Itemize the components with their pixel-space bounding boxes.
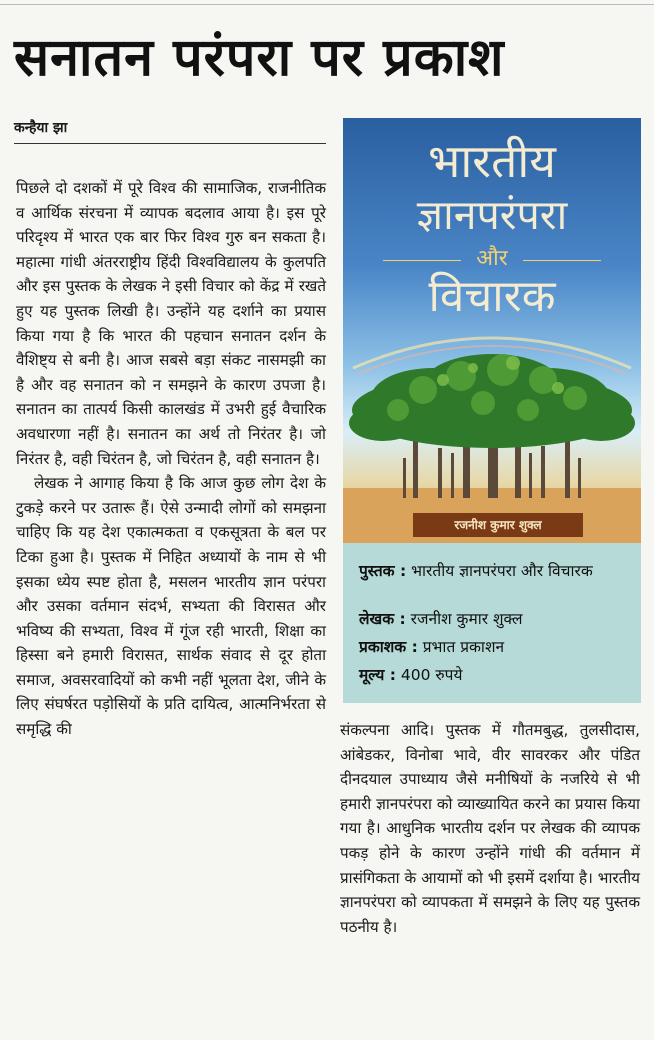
- cover-title-line: ज्ञानपरंपरा: [416, 191, 568, 239]
- cover-title-line: भारतीय: [428, 134, 556, 188]
- article-paragraph: संकल्पना आदि। पुस्तक में गौतमबुद्ध, तुलसीदास, आंबेडकर, विनोबा भावे, वीर सावरकर और पंडित दीनदयाल उपाध्याय जैसे मनीषियों के नजरिये से भी हमारी ज्ञानपरंपरा को व्याख्यायित करने का प्रयास किया गया है। आधुनिक भारतीय दर्शन पर लेखक की व्यापक पकड़ होने के कारण उन्होंने गांधी की वर्तमान में प्रासंगिकता के आयामों को भी इसमें दर्शाया है। भारतीय ज्ञानपरंपरा को व्यापकता में समझने के लिए यह पुस्तक पठनीय है।: [340, 721, 640, 936]
- info-author-value: रजनीश कुमार शुक्ल: [410, 610, 523, 628]
- cover-title-line: और: [476, 246, 508, 271]
- info-book: [359, 559, 639, 583]
- book-info-box: [343, 543, 641, 703]
- cover-title-line: विचारक: [428, 271, 556, 322]
- info-price-label: मूल्य :: [359, 666, 396, 684]
- headline: सनातन परंपरा पर प्रकाश: [14, 28, 505, 88]
- info-price-value: 400 रुपये: [400, 666, 463, 684]
- author-byline: कन्हैया झा: [14, 120, 68, 136]
- info-author: [359, 607, 639, 631]
- byline-divider: [14, 143, 326, 144]
- article-paragraph: लेखक ने आगाह किया है कि आज कुछ लोग देश के टुकड़े करने पर उतारू हैं। ऐसे उन्मादी लोगों को समझना चाहिए कि यह देश एकात्मकता व एकसूत्रता के बल पर टिका हुआ है। पुस्तक में निहित अध्यायों के नाम से भी इसका ध्येय स्पष्ट होता है, मसलन भारतीय ज्ञान परंपरा और उसका वर्तमान संदर्भ, सभ्यता की विरासत और भविष्य की सभ्यता, विश्व में गूंज रही भारती, शिक्षा का हिस्सा बने हमारी विरासत, सार्थक संवाद से दूर होता समाज, अवसरवादियों को कभी नहीं भूलता देश, जीने के लिए संघर्षरत पड़ोसियों के प्रति दायित्व, आत्मनिर्भरता से समृद्धि की: [16, 474, 326, 739]
- info-price: [359, 663, 639, 687]
- top-rule: [0, 4, 654, 5]
- info-book-value: भारतीय ज्ञानपरंपरा और विचारक: [411, 562, 593, 580]
- article-paragraph: पिछले दो दशकों में पूरे विश्व की सामाजिक, राजनीतिक व आर्थिक संरचना में व्यापक बदलाव आया है। इस पूरे परिदृश्य में भारत एक बार फिर विश्व गुरु बन सकता है। महात्मा गांधी अंतरराष्ट्रीय हिंदी विश्वविद्यालय के कुलपति और इस पुस्तक के लेखक ने इसी विचार को केंद्र में रखते हुए यह पुस्तक लिखी है। उन्होंने यह दर्शाने का प्रयास किया गया है कि भारत की पहचान सनातन दर्शन के वैशिष्ट्य से बनी है। आज सबसे बड़ा संकट नासमझी का है और वह सनातन को न समझने के कारण उपजा है। सनातन का तात्पर्य किसी कालखंड में उभरी हुई वैचारिक अवधारणा नहीं है। सनातन का अर्थ तो निरंतर है। जो निरंतर है, वही चिरंतन है, जो चिरंतन है, वही सनातन है।: [16, 179, 326, 468]
- article-column-1: [16, 176, 326, 742]
- info-author-label: लेखक :: [359, 610, 406, 628]
- info-publisher: [359, 635, 639, 659]
- banyan-tree-illustration: [343, 118, 641, 543]
- info-publisher-value: प्रभात प्रकाशन: [422, 638, 505, 656]
- cover-author-label: रजनीश कुमार शुक्ल: [413, 513, 583, 537]
- info-book-label: पुस्तक :: [359, 562, 407, 580]
- article-column-2: [340, 718, 640, 939]
- info-publisher-label: प्रकाशक :: [359, 638, 418, 656]
- book-cover: [343, 118, 641, 543]
